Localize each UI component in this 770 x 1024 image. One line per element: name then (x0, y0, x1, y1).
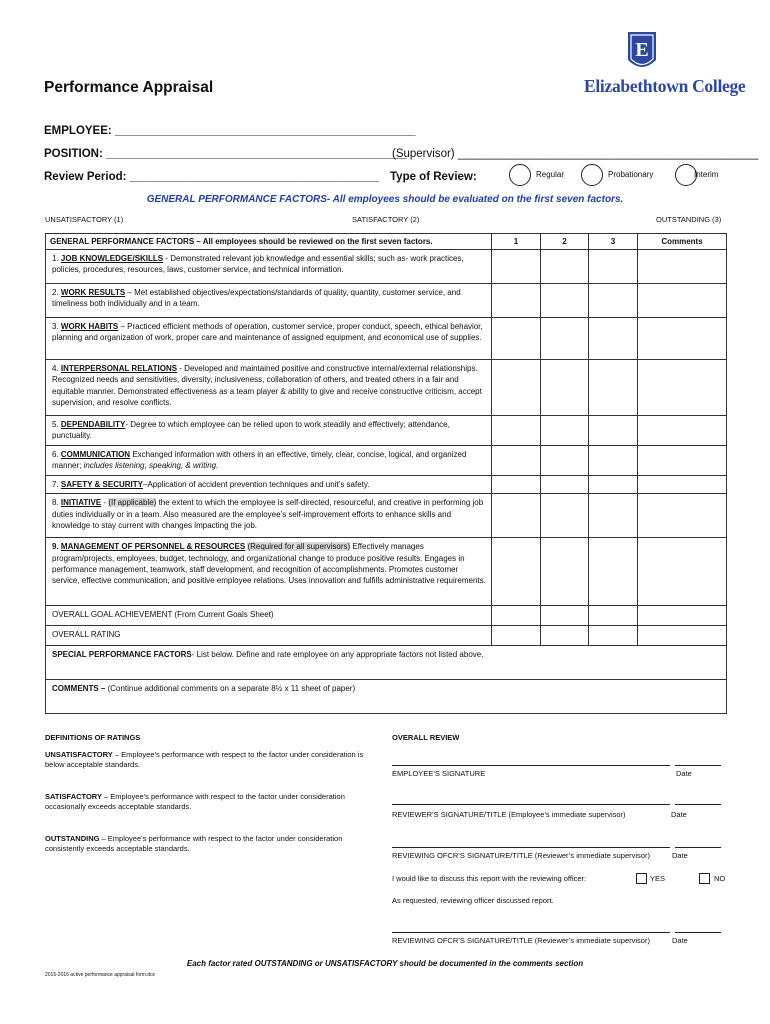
factor-name: INTERPERSONAL RELATIONS (60, 364, 178, 374)
factor-management (46, 538, 492, 606)
table-row (46, 494, 727, 538)
employee-date-line[interactable] (675, 765, 721, 766)
definition-term: SATISFACTORY (45, 792, 102, 801)
rating-cell-2[interactable] (541, 626, 589, 646)
factor-interpersonal-relations (46, 360, 492, 416)
factor-name: DEPENDABILITY (60, 420, 126, 430)
college-seal-icon (626, 30, 658, 74)
no-label: NO (714, 874, 726, 883)
rating-cell-3[interactable] (589, 476, 638, 494)
factor-text: Exchanged information with others in an effective, timely, clear, concise, logical, and organized manner; (52, 450, 467, 471)
factor-text-italic: includes listening, speaking, & writing. (83, 461, 219, 471)
comments-cell[interactable] (638, 626, 727, 646)
college-logo (584, 30, 746, 102)
definition-text: – Employee’s performance with respect to the factor under consideration occasionally exceeds acceptable standards. (45, 792, 345, 811)
overall-rating-row (46, 626, 727, 646)
rating-cell-1[interactable] (492, 606, 541, 626)
rating-cell-1[interactable] (492, 626, 541, 646)
comments-cell[interactable] (638, 538, 727, 606)
rating-cell-1[interactable] (492, 446, 541, 476)
rating-table (45, 233, 727, 714)
rating-cell-1[interactable] (492, 538, 541, 606)
factor-number: 4. (52, 364, 61, 374)
employee-signature-label: EMPLOYEE’S SIGNATURE (392, 769, 486, 778)
factor-text: Effectively manages program/projects, employees, budget, technology, and organizational change to produce positive results. Engages in performance management, teamwork, staff development, and recognition of accomplishments. Promotes customer service, effective communication, and positive employee relations. Uses innovation and fulfills administrative requirements. (52, 542, 486, 586)
factor-name: INITIATIVE (60, 498, 102, 508)
comments-cell[interactable] (638, 250, 727, 284)
radio-label-interim: Interim (694, 170, 719, 179)
factor-work-habits (46, 318, 492, 360)
review-period-blank: _______________________________________ (129, 171, 380, 183)
position-field[interactable] (44, 148, 407, 160)
rating-cell-3[interactable] (589, 250, 638, 284)
no-checkbox[interactable] (699, 873, 710, 884)
comments-cell[interactable] (638, 476, 727, 494)
factor-dependability (46, 416, 492, 446)
rating-cell-3[interactable] (589, 318, 638, 360)
definition-text: – Employee’s performance with respect to the factor under consideration consistently exceeds acceptable standards. (45, 834, 343, 853)
factor-text: –Application of accident prevention techniques and unit’s safety. (143, 480, 370, 490)
rating-cell-2[interactable] (541, 318, 589, 360)
rating-cell-3[interactable] (589, 416, 638, 446)
factor-number: 2. (52, 288, 61, 298)
final-date-label: Date (672, 936, 688, 945)
radio-regular[interactable] (509, 164, 531, 186)
overall-goal-label: OVERALL GOAL ACHIEVEMENT (From Current Goals Sheet) (46, 606, 492, 626)
factor-text: the extent to which the employee is self-directed, resourceful, and creative in performing job duties individually or in a team. Also measured are the employee’s self-improvement efforts to enhance skills and knowledge to stay current with changes impacting the job. (52, 498, 484, 530)
supervisor-field[interactable] (392, 148, 758, 160)
rating-cell-3[interactable] (589, 626, 638, 646)
definition-term: UNSATISFACTORY (45, 750, 113, 759)
col-1-header: 1 (492, 234, 541, 250)
radio-label-regular: Regular (536, 170, 565, 179)
factor-job-knowledge (46, 250, 492, 284)
reviewer-date-label: Date (671, 810, 687, 819)
discuss-question: I would like to discuss this report with the reviewing officer: (392, 874, 587, 883)
table-row (46, 446, 727, 476)
definition-text: – Employee’s performance with respect to the factor under consideration is below acceptable standards. (45, 750, 364, 769)
table-header-row (46, 234, 727, 250)
rating-cell-3[interactable] (589, 494, 638, 538)
table-row (46, 416, 727, 446)
reviewing-officer-date-line[interactable] (675, 847, 721, 848)
factor-name: SAFETY & SECURITY (60, 480, 143, 490)
factor-number: 9. (52, 542, 61, 552)
employee-field[interactable] (44, 125, 416, 137)
comments-cell[interactable] (638, 318, 727, 360)
definition-satisfactory (45, 792, 375, 812)
table-row (46, 318, 727, 360)
seal-letter: E (635, 39, 649, 61)
overall-goal-row (46, 606, 727, 626)
review-period-field[interactable] (44, 171, 379, 183)
factor-name: COMMUNICATION (60, 450, 131, 460)
rating-cell-1[interactable] (492, 494, 541, 538)
college-name: Elizabethtown College (584, 76, 746, 96)
comments-box[interactable] (46, 680, 727, 714)
definition-term: OUTSTANDING (45, 834, 100, 843)
definitions-section (45, 733, 375, 868)
factor-tag: (Required for all supervisors) (247, 542, 351, 552)
special-factors-label: SPECIAL PERFORMANCE FACTORS (52, 650, 192, 660)
employee-blank: _______________________________________________ (114, 125, 416, 137)
scale-unsatisfactory: UNSATISFACTORY (1) (45, 215, 124, 224)
factor-tag: (If applicable) (108, 498, 157, 508)
supervisor-blank: _______________________________________________ (457, 148, 759, 160)
rating-cell-2[interactable] (541, 360, 589, 416)
rating-cell-3[interactable] (589, 284, 638, 318)
factor-name: WORK HABITS (60, 322, 119, 332)
factor-number: 7. (52, 480, 61, 490)
rating-cell-2[interactable] (541, 476, 589, 494)
special-factors-cell[interactable] (46, 646, 727, 680)
special-factors-text: - List below. Define and rate employee on any appropriate factors not listed above. (191, 650, 484, 660)
employee-signature-line[interactable] (392, 765, 670, 766)
rating-cell-1[interactable] (492, 476, 541, 494)
factor-communication (46, 446, 492, 476)
special-factors-row (46, 646, 727, 680)
review-period-label: Review Period: (44, 171, 130, 183)
table-row (46, 476, 727, 494)
rating-cell-2[interactable] (541, 446, 589, 476)
final-date-line[interactable] (675, 932, 721, 933)
footer-note: Each factor rated OUTSTANDING or UNSATISFACTORY should be documented in the comments section (186, 959, 584, 968)
table-row (46, 250, 727, 284)
factor-number: 5. (52, 420, 61, 430)
reviewer-date-line[interactable] (675, 804, 721, 805)
comments-cell[interactable] (638, 360, 727, 416)
table-row (46, 360, 727, 416)
reviewing-officer-signature-label: REVIEWING OFCR’S SIGNATURE/TITLE (Reviewer’s immediate supervisor) (392, 851, 650, 860)
factor-text: - Degree to which employee can be relied upon to work steadily and effectively; attendance, punctuality. (52, 420, 450, 441)
yes-label: YES (650, 874, 666, 883)
factor-number: 1. (52, 254, 61, 264)
rating-cell-2[interactable] (541, 250, 589, 284)
employee-date-label: Date (676, 769, 692, 778)
reviewer-signature-line[interactable] (392, 804, 670, 805)
position-label: POSITION: (44, 148, 106, 160)
definitions-heading: DEFINITIONS OF RATINGS (45, 733, 141, 742)
rating-cell-3[interactable] (589, 606, 638, 626)
radio-probationary[interactable] (581, 164, 603, 186)
comments-cell[interactable] (638, 606, 727, 626)
factor-number: 6. (52, 450, 61, 460)
factor-text: - Demonstrated relevant job knowledge and essential skills; such as- work practices, policies, procedures, resources, laws, customer service, and technical information. (52, 254, 464, 275)
supervisor-label: (Supervisor) (392, 148, 458, 160)
comments-label: COMMENTS – (52, 684, 106, 694)
overall-rating-label: OVERALL RATING (46, 626, 492, 646)
general-factors-title: GENERAL PERFORMANCE FACTORS- All employees should be evaluated on the first seven factors. (146, 194, 624, 205)
radio-label-probationary: Probationary (608, 170, 654, 179)
rating-cell-3[interactable] (589, 446, 638, 476)
factor-text: - Developed and maintained positive and constructive internal/external relationships. Recognized needs and sensitivities, diversity, inclusiveness, collaboration of others, and treated others in a fair and equitable manner. Demonstrated effectiveness as a team player & ability to give and receive constructive criticism, accept supervision, and resolve conflicts. (52, 364, 482, 407)
overall-review-heading: OVERALL REVIEW (392, 733, 460, 742)
factor-name: WORK RESULTS (60, 288, 126, 298)
comments-text: (Continue additional comments on a separate 8½ x 11 sheet of paper) (105, 684, 356, 694)
final-signature-label: REVIEWING OFCR’S SIGNATURE/TITLE (Reviewer’s immediate supervisor) (392, 936, 650, 945)
rating-cell-1[interactable] (492, 416, 541, 446)
position-blank: _______________________________________________ (105, 148, 407, 160)
employee-label: EMPLOYEE: (44, 125, 115, 137)
factor-name: JOB KNOWLEDGE/SKILLS (60, 254, 164, 264)
comments-cell[interactable] (638, 416, 727, 446)
page-title: Performance Appraisal (44, 79, 214, 96)
factor-work-results (46, 284, 492, 318)
comments-row (46, 680, 727, 714)
type-of-review-label: Type of Review: (390, 171, 477, 183)
rating-cell-1[interactable] (492, 318, 541, 360)
col-3-header: 3 (589, 234, 638, 250)
rating-cell-2[interactable] (541, 494, 589, 538)
factor-safety-security (46, 476, 492, 494)
factor-number: 8. (52, 498, 61, 508)
discussed-statement: As requested, reviewing officer discussed report. (392, 896, 554, 905)
factor-text: – Met established objectives/expectations/standards of quality, quantity, customer service, and timeliness both individually and in a team. (52, 288, 461, 309)
factor-text: – Practiced efficient methods of operation, customer service, proper conduct, speech, ethical behavior, planning and organization of work, proper care and maintenance of assigned equipment, and economical use of supplies. (52, 322, 483, 343)
reviewing-officer-signature-line[interactable] (392, 847, 670, 848)
table-row (46, 284, 727, 318)
yes-checkbox[interactable] (636, 873, 647, 884)
comments-cell[interactable] (638, 446, 727, 476)
table-row (46, 538, 727, 606)
document-filename: 2015-2016 active performance appraisal form.doc (45, 972, 156, 978)
factor-number: 3. (52, 322, 61, 332)
reviewing-officer-date-label: Date (672, 851, 688, 860)
rating-cell-2[interactable] (541, 284, 589, 318)
definition-outstanding (45, 834, 375, 854)
comments-header: Comments (638, 234, 727, 250)
scale-satisfactory: SATISFACTORY (2) (352, 215, 420, 224)
factors-header: GENERAL PERFORMANCE FACTORS – All employees should be reviewed on the first seven factors. (46, 234, 492, 250)
col-2-header: 2 (541, 234, 589, 250)
rating-cell-3[interactable] (589, 538, 638, 606)
overall-review-section (392, 733, 727, 953)
rating-cell-2[interactable] (541, 416, 589, 446)
final-signature-line[interactable] (392, 932, 670, 933)
rating-cell-1[interactable] (492, 284, 541, 318)
rating-cell-3[interactable] (589, 360, 638, 416)
comments-cell[interactable] (638, 494, 727, 538)
reviewer-signature-label: REVIEWER’S SIGNATURE/TITLE (Employee’s immediate supervisor) (392, 810, 626, 819)
definition-unsatisfactory (45, 750, 375, 770)
rating-cell-1[interactable] (492, 360, 541, 416)
scale-outstanding: OUTSTANDING (3) (656, 215, 722, 224)
comments-cell[interactable] (638, 284, 727, 318)
rating-cell-2[interactable] (541, 606, 589, 626)
rating-cell-2[interactable] (541, 538, 589, 606)
factor-initiative: 8. INITIATIVE - (If applicable) the extent to which the employee is self-directed, resourceful, and creative in performing job duties individually or in a team. Also measured are the employee’s self-improvement efforts to enhance skills and knowledge to stay current with changes impacting the job. (46, 494, 492, 538)
factor-name: MANAGEMENT OF PERSONNEL & RESOURCES (60, 542, 246, 552)
rating-cell-1[interactable] (492, 250, 541, 284)
review-type-group (388, 164, 728, 190)
